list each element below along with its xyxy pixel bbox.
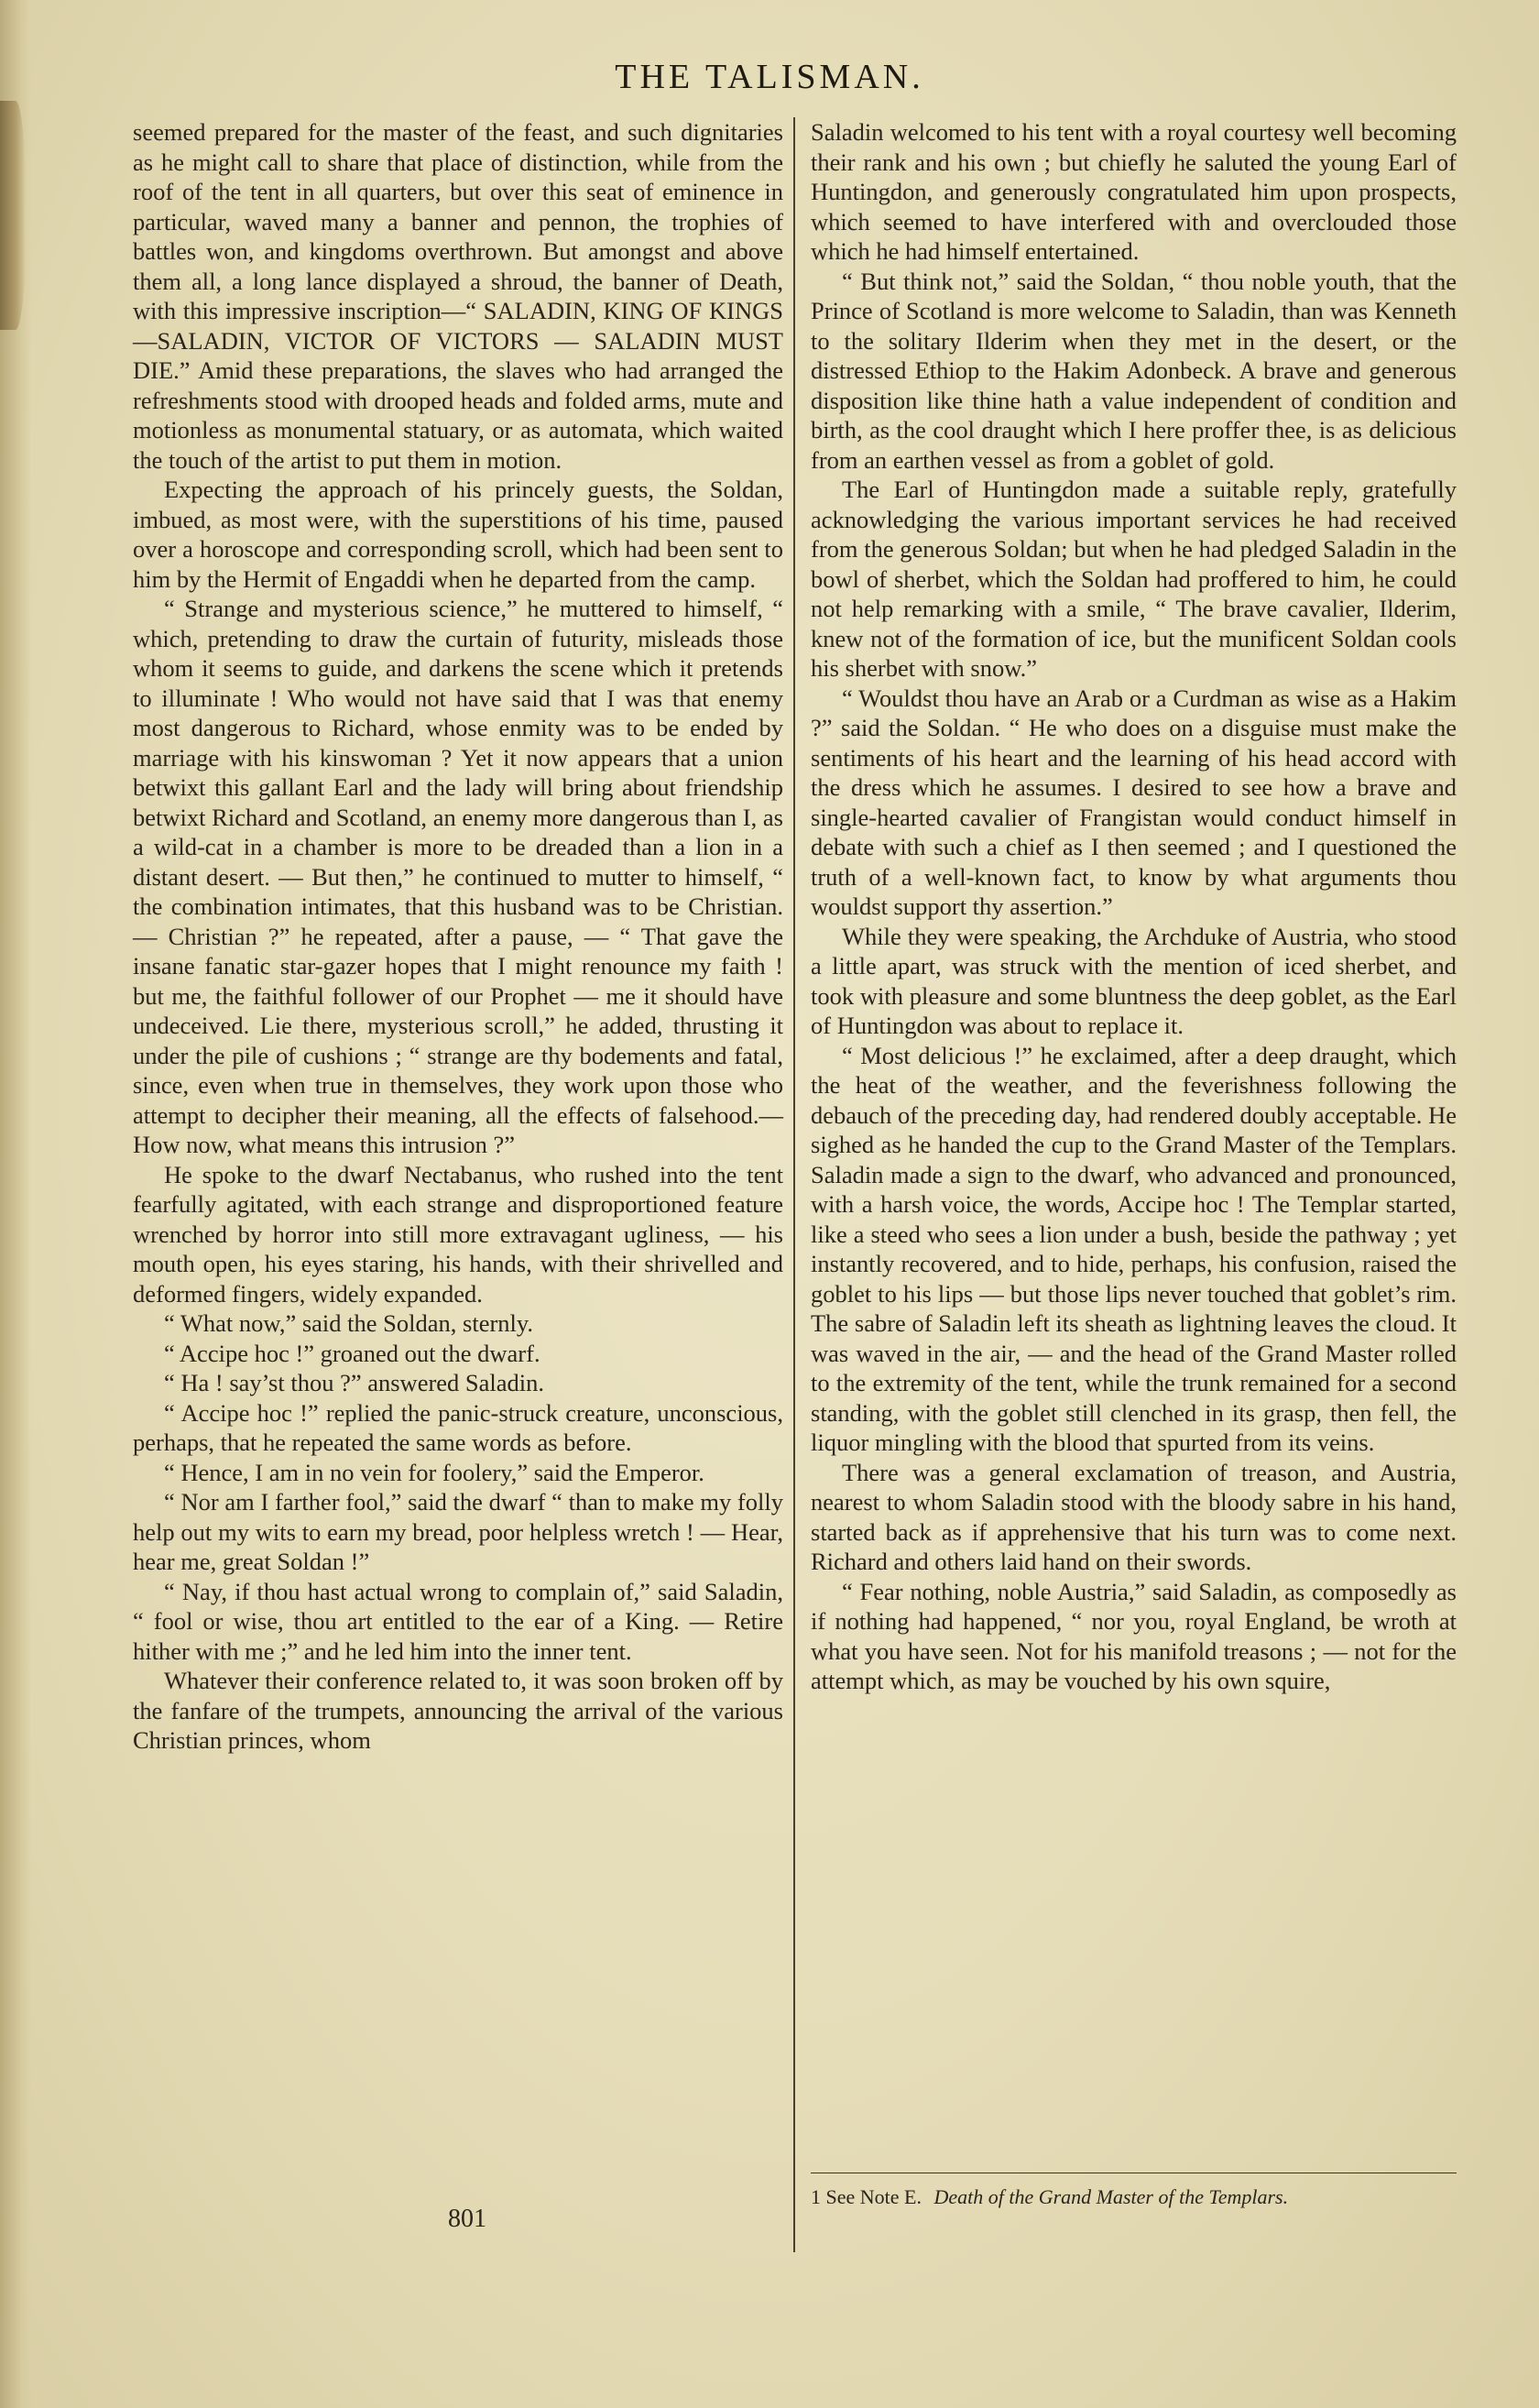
- right-paragraph: There was a general exclamation of treason, and Austria, nearest to whom Saladin stood with the bloody sabre in his hand, started back as if apprehensive that his turn was to come next. Richard and others laid hand on their swords.: [811, 1458, 1457, 1575]
- left-paragraph: “ Accipe hoc !” groaned out the dwarf.: [164, 1339, 540, 1367]
- footnote-title: Death of the Grand Master of the Templars.: [933, 2185, 1289, 2208]
- left-paragraph: “ Hence, I am in no vein for foolery,” said the Emperor.: [164, 1458, 704, 1486]
- left-column: [133, 117, 783, 1756]
- left-paragraph: seemed prepared for the master of the feast, and such dignitaries as he might call to share that place of distinction, while from the roof of the tent in all quarters, but over this seat of eminence in particular, waved many a banner and pennon, the trophies of battles won, and kingdoms overthrown. But amongst and above them all, a long lance displayed a shroud, the banner of Death, with this impressive inscription—“ SALADIN, KING OF KINGS—SALADIN, VICTOR OF VICTORS — SALADIN MUST DIE.” Amid these preparations, the slaves who had arranged the refreshments stood with drooped heads and folded arms, mute and motionless as monumental statuary, or as automata, which waited the touch of the artist to put them in motion.: [133, 118, 783, 474]
- left-paragraph: “ Accipe hoc !” replied the panic-struck creature, unconscious, perhaps, that he repeated the same words as before.: [133, 1398, 783, 1456]
- footnote-text: See Note E.: [825, 2185, 922, 2208]
- left-paragraph: “ Nor am I farther fool,” said the dwarf “ than to make my folly help out my wits to earn my bread, poor helpless wretch ! — Hear, hear me, great Soldan !”: [133, 1488, 783, 1575]
- footnote-marker: 1: [811, 2185, 821, 2208]
- left-paragraph: Whatever their conference related to, it was soon broken off by the fanfare of the trumpets, announcing the arrival of the various Christian princes, whom: [133, 1667, 783, 1754]
- left-paragraph: “ What now,” said the Soldan, sternly.: [164, 1309, 534, 1337]
- edge-stain: [0, 101, 26, 330]
- left-paragraph: “ Ha ! say’st thou ?” answered Saladin.: [164, 1369, 545, 1396]
- left-paragraph: “ Strange and mysterious science,” he muttered to himself, “ which, pretending to draw the curtain of futurity, misleads those whom it seems to guide, and darkens the scene which it pretends to illuminate ! Who would not have said that I was that enemy most dangerous to Richard, whose enmity was to be ended by marriage with his kinswoman ? Yet it now appears that a union betwixt this gallant Earl and the lady will bring about friendship betwixt Richard and Scotland, an enemy more dangerous than I, as a wild-cat in a chamber is more to be dreaded than a lion in a distant desert. — But then,” he continued to mutter to himself, “ the combination intimates, that this husband was to be Christian. — Christian ?” he repeated, after a pause, — “ That gave the insane fanatic star-gazer hopes that I might renounce my faith ! but me, the faithful follower of our Prophet — me it should have undeceived. Lie there, mysterious scroll,” he added, thrusting it under the pile of cushions ; “ strange are thy bodements and fatal, since, even when true in themselves, they work upon those who attempt to decipher their meaning, all the effects of falsehood.—How now, what means this intrusion ?”: [133, 595, 783, 1158]
- running-head: THE TALISMAN.: [615, 58, 924, 96]
- right-paragraph: Saladin welcomed to his tent with a royal courtesy well becoming their rank and his own ; but chiefly he saluted the young Earl of Huntingdon, and generously congratulated him upon prospects, which seemed to have interfered with and overclouded those which he had himself entertained.: [811, 118, 1457, 265]
- left-paragraph: He spoke to the dwarf Nectabanus, who rushed into the tent fearfully agitated, with each strange and disproportioned feature wrenched by horror into still more extravagant ugliness, — his mouth open, his eyes staring, his hands, with their shrivelled and deformed fingers, widely expanded.: [133, 1160, 783, 1308]
- right-paragraph: “ But think not,” said the Soldan, “ thou noble youth, that the Prince of Scotland is more welcome to Saladin, than was Kenneth to the solitary Ilderim when they met in the desert, or the distressed Ethiop to the Hakim Adonbeck. A brave and generous disposition like thine hath a value independent of condition and birth, as the cool draught which I here proffer thee, is as delicious from an earthen vessel as from a goblet of gold.: [811, 267, 1457, 474]
- right-column: [811, 117, 1457, 1696]
- column-divider: [793, 117, 795, 2252]
- left-paragraph: “ Nay, if thou hast actual wrong to complain of,” said Saladin, “ fool or wise, thou art entitled to the ear of a King. — Retire hither with me ;” and he led him into the inner tent.: [133, 1577, 783, 1665]
- page-number: 801: [448, 2205, 486, 2233]
- right-paragraph: “ Most delicious !” he exclaimed, after a deep draught, which the heat of the weather, and the feverishness following the debauch of the preceding day, had rendered doubly acceptable. He sighed as he handed the cup to the Grand Master of the Templars. Saladin made a sign to the dwarf, who advanced and pronounced, with a harsh voice, the words, Accipe hoc ! The Templar started, like a steed who sees a lion under a bush, beside the pathway ; yet instantly recovered, and to hide, perhaps, his confusion, raised the goblet to his lips — but those lips never touched that goblet’s rim. The sabre of Saladin left its sheath as lightning leaves the cloud. It was waved in the air, — and the head of the Grand Master rolled to the extremity of the tent, while the trunk remained for a second standing, with the goblet still clenched in its grasp, then fell, the liquor mingling with the blood that spurted from its veins.: [811, 1041, 1457, 1456]
- right-paragraph: While they were speaking, the Archduke of Austria, who stood a little apart, was struck with the mention of iced sherbet, and took with pleasure and some bluntness the deep goblet, as the Earl of Huntingdon was about to replace it.: [811, 922, 1457, 1039]
- right-paragraph: “ Fear nothing, noble Austria,” said Saladin, as composedly as if nothing had happened, “ nor you, royal England, be wroth at what you have seen. Not for his manifold treasons ; — not for the attempt which, as may be vouched by his own squire,: [811, 1577, 1457, 1694]
- right-paragraph: “ Wouldst thou have an Arab or a Curdman as wise as a Hakim ?” said the Soldan. “ He who does on a disguise must make the sentiments of his heart and the learning of his head accord with the dress which he assumes. I desired to see how a brave and single-hearted cavalier of Frangistan would conduct himself in debate with such a chief as I then seemed ; and I questioned the truth of a well-known fact, to know by what arguments thou wouldst support thy assertion.”: [811, 684, 1457, 920]
- page-edge-shadow: [0, 0, 31, 2408]
- right-paragraph: The Earl of Huntingdon made a suitable reply, gratefully acknowledging the various important services he had received from the generous Soldan; but when he had pledged Saladin in the bowl of sherbet, which the Soldan had proffered to him, he could not help remarking with a smile, “ The brave cavalier, Ilderim, knew not of the formation of ice, but the munificent Soldan cools his sherbet with snow.”: [811, 476, 1457, 682]
- footnote: [811, 2185, 1457, 2209]
- left-paragraph: Expecting the approach of his princely guests, the Soldan, imbued, as most were, with the superstitions of his time, paused over a horoscope and corresponding scroll, which had been sent to him by the Hermit of Engaddi when he departed from the camp.: [133, 476, 783, 593]
